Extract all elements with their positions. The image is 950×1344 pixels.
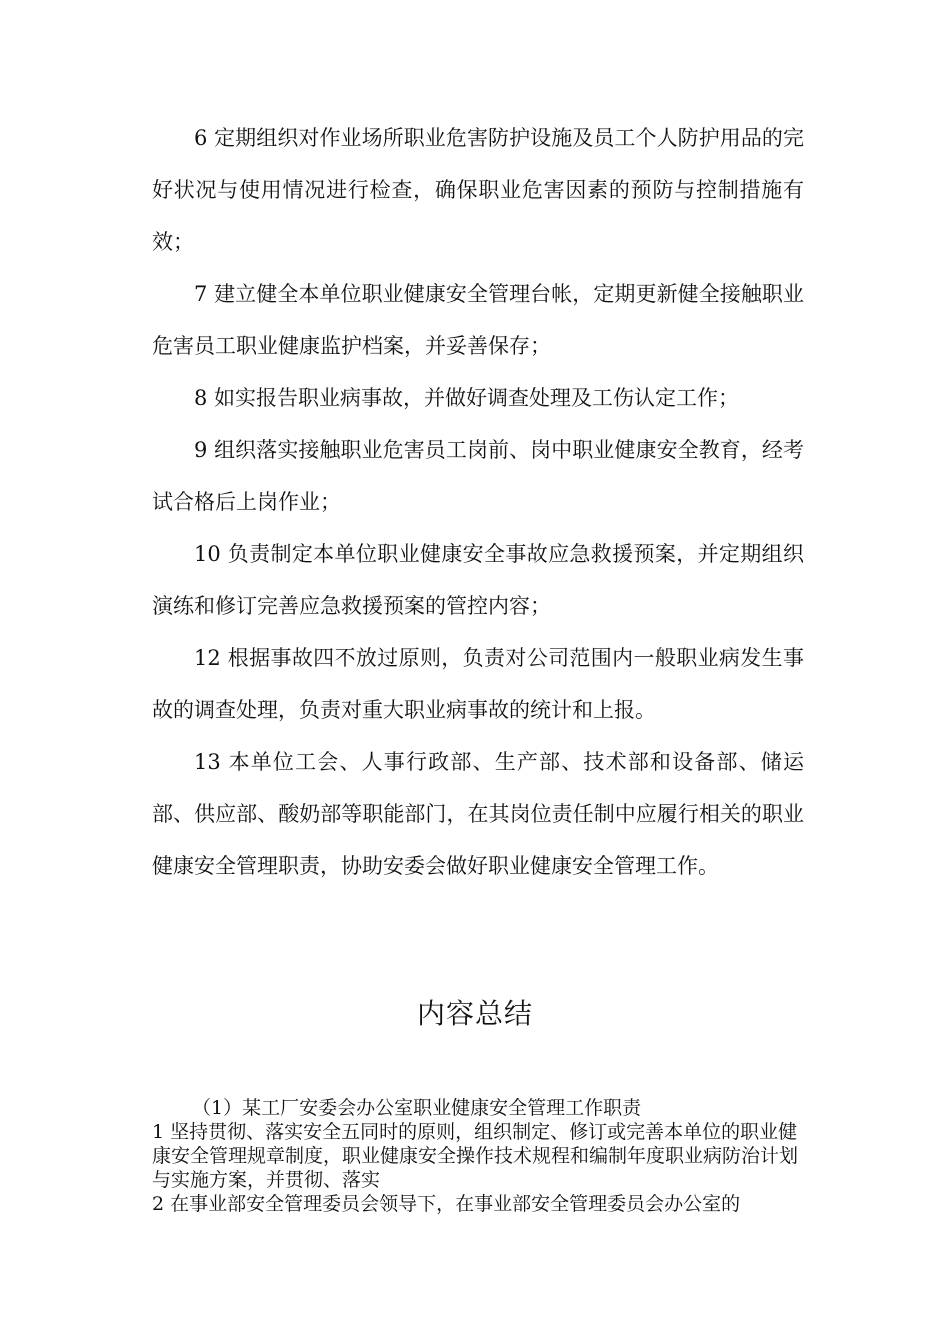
summary-section — [152, 1096, 804, 1216]
summary-item-1: 1 坚持贯彻、落实安全五同时的原则，组织制定、修订或完善本单位的职业健康安全管理规章制度，职业健康安全操作技术规程和编制年度职业病防治计划与实施方案，并贯彻、落实 — [152, 1121, 799, 1191]
summary-item-2: 2 在事业部安全管理委员会领导下，在事业部安全管理委员会办公室的 — [152, 1193, 741, 1215]
paragraph-item-7: 7 建立健全本单位职业健康安全管理台帐，定期更新健全接触职业危害员工职业健康监护档案，并妥善保存； — [152, 282, 804, 358]
paragraph-item-13: 13 本单位工会、人事行政部、生产部、技术部和设备部、储运部、供应部、酸奶部等职能部门，在其岗位责任制中应履行相关的职业健康安全管理职责，协助安委会做好职业健康安全管理工作。 — [152, 750, 804, 878]
summary-heading: （1）某工厂安委会办公室职业健康安全管理工作职责 — [192, 1097, 642, 1119]
paragraph-item-12: 12 根据事故四不放过原则，负责对公司范围内一般职业病发生事故的调查处理，负责对重大职业病事故的统计和上报。 — [152, 646, 804, 722]
paragraph-item-6: 6 定期组织对作业场所职业危害防护设施及员工个人防护用品的完好状况与使用情况进行检查，确保职业危害因素的预防与控制措施有效； — [152, 126, 804, 254]
paragraph-item-10: 10 负责制定本单位职业健康安全事故应急救援预案，并定期组织演练和修订完善应急救援预案的管控内容； — [152, 542, 804, 618]
paragraph-item-9: 9 组织落实接触职业危害员工岗前、岗中职业健康安全教育，经考试合格后上岗作业； — [152, 438, 804, 514]
paragraph-item-8: 8 如实报告职业病事故，并做好调查处理及工伤认定工作； — [194, 386, 740, 410]
document-body — [152, 112, 804, 892]
summary-title: 内容总结 — [416, 997, 533, 1030]
